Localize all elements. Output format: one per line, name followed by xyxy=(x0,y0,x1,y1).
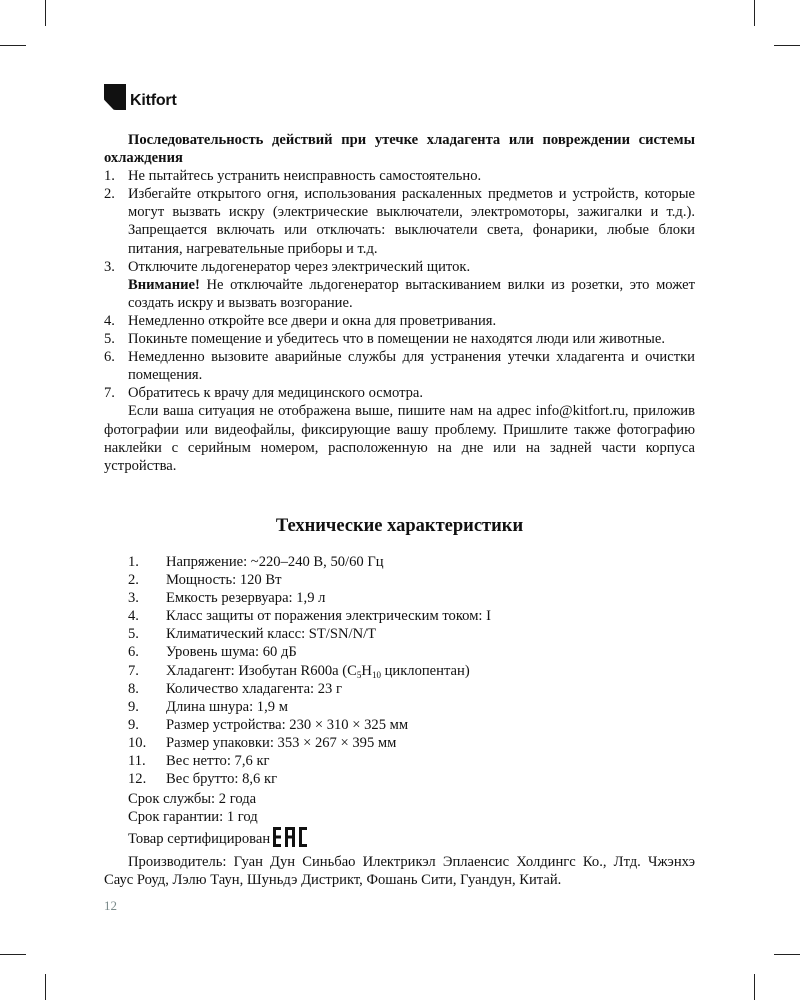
eac-mark-icon xyxy=(272,826,308,853)
crop-mark xyxy=(754,0,755,26)
list-item: 6. Уровень шума: 60 дБ xyxy=(128,644,297,661)
warning-note xyxy=(104,276,695,312)
warranty: Срок гарантии: 1 год xyxy=(128,809,258,826)
list-item: 5. Покиньте помещение и убедитесь что в помещении не находятся люди или животные. xyxy=(104,331,665,348)
crop-mark xyxy=(774,45,800,46)
leak-steps xyxy=(104,167,695,276)
crop-mark xyxy=(774,954,800,955)
product-info xyxy=(104,790,695,889)
brand-logo xyxy=(104,84,177,110)
certified-label: Товар сертифицирован xyxy=(128,831,271,848)
leak-section xyxy=(104,131,695,475)
list-item: 2. Мощность: 120 Вт xyxy=(128,572,282,589)
kitfort-logo-icon xyxy=(104,84,126,110)
list-item: 9. Размер устройства: 230 × 310 × 325 мм xyxy=(128,716,409,733)
brand-name: Kitfort xyxy=(130,92,177,109)
list-item: 4. Немедленно откройте все двери и окна для проветривания. xyxy=(104,312,497,329)
warning-label: Внимание! xyxy=(128,276,200,293)
leak-heading: Последовательность действий при утечке хладагента или повреждении системы охлаждения xyxy=(104,132,695,167)
warning-text: Не отключайте льдогенератор вытаскиванием вилки из розетки, это может создать искру и вызвать возгорание. xyxy=(128,276,695,311)
certification xyxy=(104,826,695,853)
service-life: Срок службы: 2 года xyxy=(128,791,257,807)
list-item: 7. Обратитесь к врачу для медицинского осмотра. xyxy=(104,385,424,402)
list-item: 8. Количество хладагента: 23 г xyxy=(128,680,342,697)
list-item: 3. Емкость резервуара: 1,9 л xyxy=(128,590,326,607)
list-item: 1. Напряжение: ~220–240 В, 50/60 Гц xyxy=(128,554,384,570)
crop-mark xyxy=(754,974,755,1000)
list-item: 10. Размер упаковки: 353 × 267 × 395 мм xyxy=(128,734,397,751)
list-item: 7. Хладагент: Изобутан R600a ($C_5H_{10}$ циклопентан) xyxy=(128,662,470,680)
list-item: 12. Вес брутто: 8,6 кг xyxy=(128,771,278,788)
specs-list xyxy=(128,553,688,788)
crop-mark xyxy=(0,954,26,955)
contact-paragraph: Если ваша ситуация не отображена выше, пишите нам на адрес info@kitfort.ru, приложив фотографии или видеофайлы, фиксирующие вашу проблему. Пришлите также фотографию наклейки с серийным номером, расположенную на дне или на задней части корпуса устройства. xyxy=(104,403,695,474)
leak-steps-cont xyxy=(104,312,695,402)
crop-mark xyxy=(45,974,46,1000)
crop-mark xyxy=(0,45,26,46)
manufacturer: Производитель: Гуан Дун Синьбао Илектрикэл Эплаенсис Холдингс Ко., Лтд. Чжэнхэ Саус Роуд, Лэлю Таун, Шуньдэ Дистрикт, Фошань Сити, Гуандун, Китай. xyxy=(104,854,695,889)
specs-title: Технические характеристики xyxy=(275,516,524,536)
page-number: 12 xyxy=(104,898,117,913)
list-item: 3. Отключите льдогенератор через электрический щиток. xyxy=(104,258,471,275)
list-item: 11. Вес нетто: 7,6 кг xyxy=(128,753,270,770)
list-item: 2. Избегайте открытого огня, использования раскаленных предметов и устройств, которые могут вызвать искру (электрические выключатели, электромоторы, зажигалки и т.д.). Запрещается включать или отключать: выключатели света, фонарики, любые блоки питания, нагревательные приборы и т.д. xyxy=(104,186,695,257)
list-item: 6. Немедленно вызовите аварийные службы для устранения утечки хладагента и очистки помещения. xyxy=(104,349,695,384)
crop-mark xyxy=(45,0,46,26)
list-item: 9. Длина шнура: 1,9 м xyxy=(128,698,288,715)
list-item: 4. Класс защиты от поражения электрическим током: I xyxy=(128,608,491,625)
list-item: 1. Не пытайтесь устранить неисправность самостоятельно. xyxy=(104,168,482,185)
list-item: 5. Климатический класс: ST/SN/N/T xyxy=(128,626,377,643)
